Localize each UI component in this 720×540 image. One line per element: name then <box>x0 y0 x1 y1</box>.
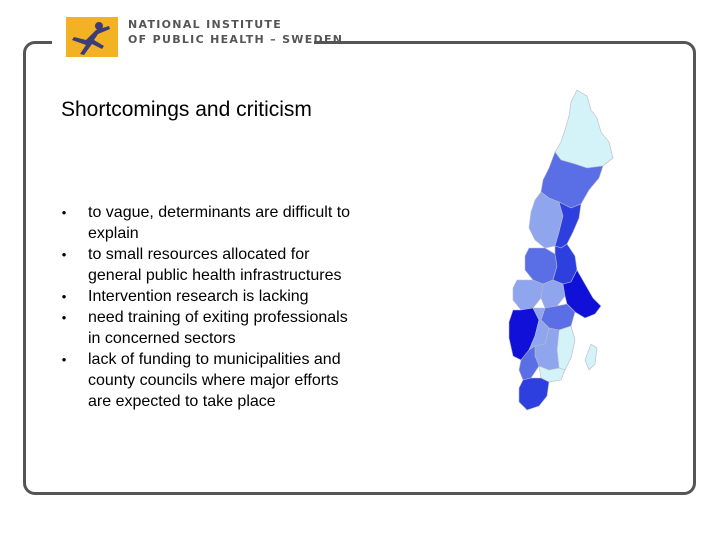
map-region-skane <box>519 378 549 410</box>
bullet-item <box>58 202 358 244</box>
bullet-text: Intervention research is lacking <box>88 288 309 305</box>
bullet-marker: • <box>61 247 67 262</box>
map-region-norrbotten <box>555 90 613 168</box>
bullet-list <box>58 202 358 412</box>
map-region-gotland <box>585 344 597 370</box>
organization-name <box>128 17 343 47</box>
bullet-text: to small resources allocated for general public health infrastructures <box>88 246 342 284</box>
bullet-marker: • <box>61 205 67 220</box>
slide-title: Shortcomings and criticism <box>61 98 312 121</box>
bullet-text: lack of funding to municipalities and county councils where major efforts are expected to take place <box>88 351 341 410</box>
bullet-item <box>58 244 358 286</box>
map-region-dalarna <box>525 248 557 284</box>
map-region-kalmar <box>557 326 575 370</box>
bullet-text: need training of exiting professionals in concerned sectors <box>88 309 348 347</box>
bullet-marker: • <box>61 289 67 304</box>
bullet-marker: • <box>61 352 67 367</box>
bullet-text: to vague, determinants are difficult to explain <box>88 204 351 242</box>
organization-name-line2: OF PUBLIC HEALTH – SWEDEN <box>128 33 344 46</box>
bullet-item <box>58 286 358 307</box>
bullet-item <box>58 349 358 412</box>
bullet-marker: • <box>61 310 67 325</box>
institute-logo-icon <box>66 17 118 57</box>
organization-name-line1: NATIONAL INSTITUTE <box>128 18 283 31</box>
map-region-orebro <box>541 280 565 308</box>
bullet-item <box>58 307 358 349</box>
map-region-varmland <box>513 280 543 310</box>
sweden-county-map <box>505 88 615 416</box>
